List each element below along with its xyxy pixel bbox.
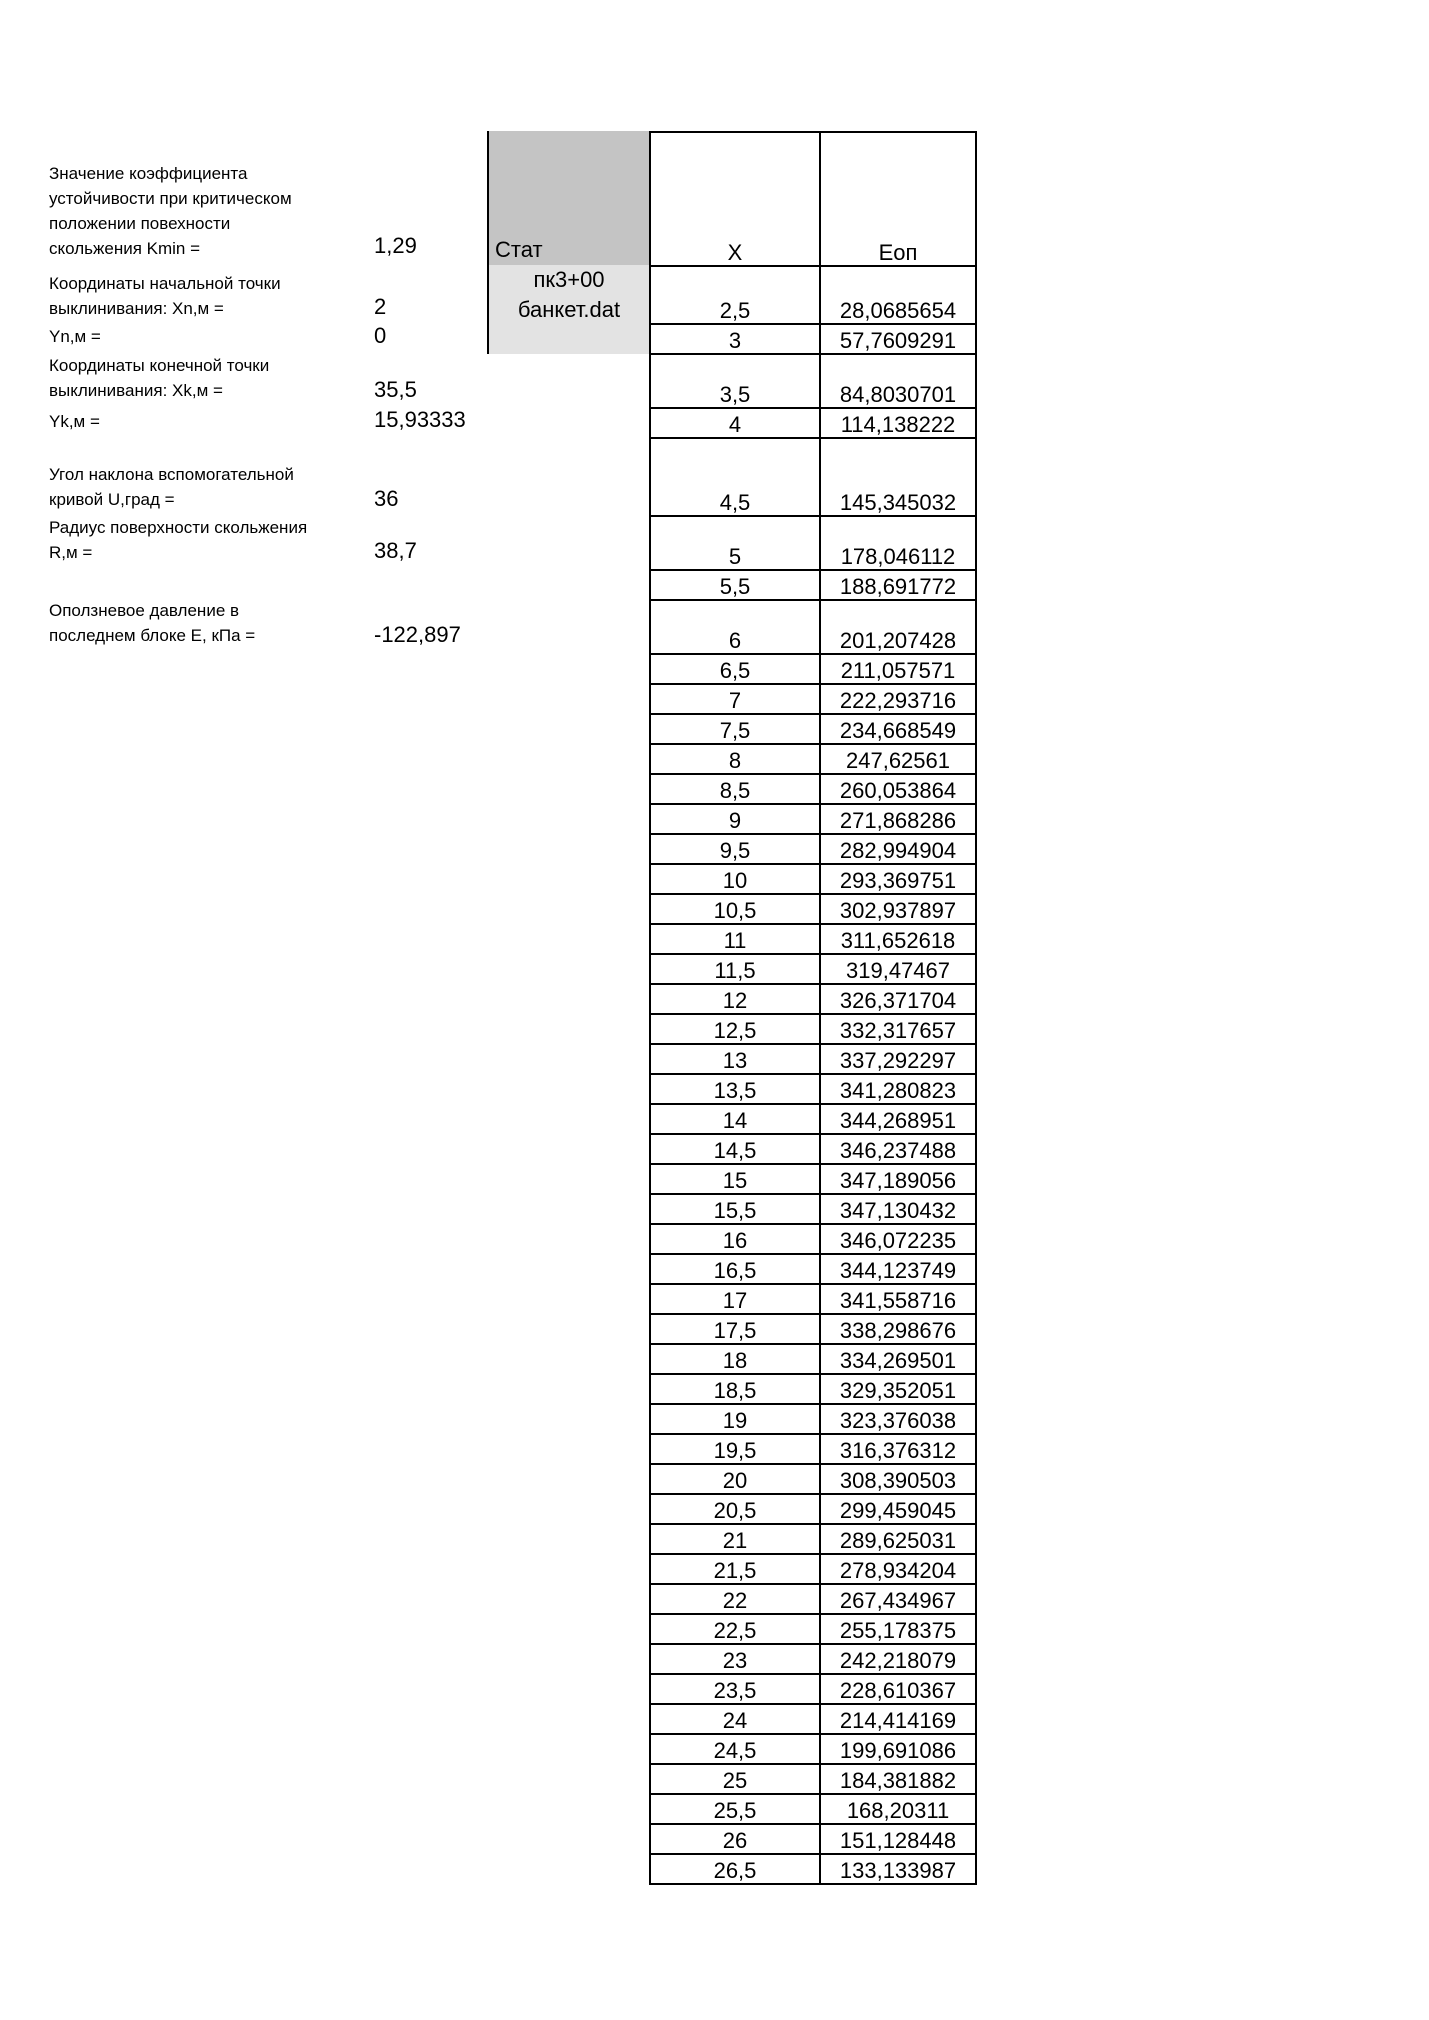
table-row (650, 438, 976, 516)
table-header-row (650, 132, 976, 266)
cell-x: 14,5 (650, 1134, 820, 1164)
cell-x: 22,5 (650, 1614, 820, 1644)
yn-label: Yn,м = (49, 327, 101, 346)
cell-eop: 316,376312 (820, 1434, 976, 1464)
cell-eop: 201,207428 (820, 600, 976, 654)
cell-eop: 344,123749 (820, 1254, 976, 1284)
cell-x: 6,5 (650, 654, 820, 684)
table-row (650, 1104, 976, 1134)
cell-x: 24,5 (650, 1734, 820, 1764)
table-row (650, 354, 976, 408)
cell-eop: 168,20311 (820, 1794, 976, 1824)
cell-x: 11,5 (650, 954, 820, 984)
u-angle-label: Угол наклона вспомогательной кривой U,град = (49, 465, 294, 509)
table-row (650, 1854, 976, 1884)
pressure-value: -122,897 (374, 622, 461, 647)
cell-eop: 302,937897 (820, 894, 976, 924)
cell-eop: 114,138222 (820, 408, 976, 438)
header-eop: Еоп (820, 132, 976, 266)
table-row (650, 1764, 976, 1794)
yn-value: 0 (374, 323, 387, 348)
cell-eop: 341,280823 (820, 1074, 976, 1104)
cell-eop: 188,691772 (820, 570, 976, 600)
cell-x: 15 (650, 1164, 820, 1194)
xn-value: 2 (374, 294, 387, 319)
cell-eop: 344,268951 (820, 1104, 976, 1134)
cell-eop: 151,128448 (820, 1824, 976, 1854)
cell-eop: 214,414169 (820, 1704, 976, 1734)
table-row (650, 1824, 976, 1854)
xk-value: 35,5 (374, 377, 417, 402)
table-row (650, 324, 976, 354)
table-row (650, 1734, 976, 1764)
table-row (650, 1464, 976, 1494)
cell-eop: 260,053864 (820, 774, 976, 804)
cell-eop: 28,0685654 (820, 266, 976, 324)
table-row (650, 1524, 976, 1554)
cell-eop: 234,668549 (820, 714, 976, 744)
xn-label: Координаты начальной точки выклинивания: Xn,м = (49, 274, 281, 318)
cell-x: 9,5 (650, 834, 820, 864)
cell-x: 13 (650, 1044, 820, 1074)
cell-eop: 347,130432 (820, 1194, 976, 1224)
cell-x: 3 (650, 324, 820, 354)
cell-x: 21,5 (650, 1554, 820, 1584)
cell-eop: 311,652618 (820, 924, 976, 954)
stat-filename: пк3+00 банкет.dat (489, 265, 649, 354)
table-row (650, 1014, 976, 1044)
cell-eop: 337,292297 (820, 1044, 976, 1074)
table-row (650, 1134, 976, 1164)
cell-eop: 346,237488 (820, 1134, 976, 1164)
cell-x: 4 (650, 408, 820, 438)
table-row (650, 954, 976, 984)
cell-eop: 228,610367 (820, 1674, 976, 1704)
table-row (650, 1344, 976, 1374)
cell-eop: 178,046112 (820, 516, 976, 570)
table-row (650, 924, 976, 954)
table-row (650, 984, 976, 1014)
radius-value: 38,7 (374, 538, 417, 563)
table-row (650, 408, 976, 438)
stat-header-label: Стат (495, 237, 543, 262)
cell-x: 19 (650, 1404, 820, 1434)
cell-x: 18 (650, 1344, 820, 1374)
table-row (650, 1254, 976, 1284)
cell-eop: 145,345032 (820, 438, 976, 516)
cell-x: 24 (650, 1704, 820, 1734)
cell-x: 16,5 (650, 1254, 820, 1284)
cell-x: 5,5 (650, 570, 820, 600)
cell-eop: 133,133987 (820, 1854, 976, 1884)
yk-value: 15,93333 (374, 407, 466, 432)
kmin-label: Значение коэффициента устойчивости при критическом положении повехности скольжения Kmin = (49, 164, 292, 258)
cell-eop: 199,691086 (820, 1734, 976, 1764)
table-row (650, 834, 976, 864)
cell-eop: 332,317657 (820, 1014, 976, 1044)
cell-x: 10,5 (650, 894, 820, 924)
table-row (650, 894, 976, 924)
table-row (650, 1374, 976, 1404)
cell-eop: 282,994904 (820, 834, 976, 864)
cell-x: 17,5 (650, 1314, 820, 1344)
cell-x: 25,5 (650, 1794, 820, 1824)
table-row (650, 1314, 976, 1344)
cell-x: 11 (650, 924, 820, 954)
cell-x: 16 (650, 1224, 820, 1254)
cell-x: 17 (650, 1284, 820, 1314)
cell-x: 18,5 (650, 1374, 820, 1404)
table-row (650, 266, 976, 324)
cell-x: 12,5 (650, 1014, 820, 1044)
cell-x: 8 (650, 744, 820, 774)
cell-eop: 341,558716 (820, 1284, 976, 1314)
table-row (650, 1794, 976, 1824)
table-row (650, 1044, 976, 1074)
cell-x: 23,5 (650, 1674, 820, 1704)
cell-x: 8,5 (650, 774, 820, 804)
table-row (650, 1164, 976, 1194)
cell-eop: 247,62561 (820, 744, 976, 774)
cell-x: 13,5 (650, 1074, 820, 1104)
cell-eop: 84,8030701 (820, 354, 976, 408)
table-row (650, 1554, 976, 1584)
table-row (650, 1284, 976, 1314)
xk-label: Координаты конечной точки выклинивания: Xk,м = (49, 356, 270, 400)
cell-eop: 271,868286 (820, 804, 976, 834)
stat-block (487, 131, 649, 354)
pressure-label: Оползневое давление в последнем блоке E, кПа = (49, 601, 256, 645)
cell-eop: 293,369751 (820, 864, 976, 894)
cell-eop: 326,371704 (820, 984, 976, 1014)
table-row (650, 1224, 976, 1254)
cell-x: 26,5 (650, 1854, 820, 1884)
cell-x: 9 (650, 804, 820, 834)
table-row (650, 804, 976, 834)
table-row (650, 1404, 976, 1434)
cell-x: 5 (650, 516, 820, 570)
cell-eop: 338,298676 (820, 1314, 976, 1344)
table-row (650, 1584, 976, 1614)
cell-x: 26 (650, 1824, 820, 1854)
cell-x: 7,5 (650, 714, 820, 744)
cell-x: 20,5 (650, 1494, 820, 1524)
cell-x: 20 (650, 1464, 820, 1494)
cell-x: 23 (650, 1644, 820, 1674)
cell-eop: 334,269501 (820, 1344, 976, 1374)
cell-eop: 278,934204 (820, 1554, 976, 1584)
table-row (650, 1194, 976, 1224)
cell-x: 2,5 (650, 266, 820, 324)
cell-eop: 323,376038 (820, 1404, 976, 1434)
cell-eop: 308,390503 (820, 1464, 976, 1494)
cell-x: 6 (650, 600, 820, 654)
table-row (650, 864, 976, 894)
table-row (650, 714, 976, 744)
stat-header (489, 131, 649, 265)
radius-label: Радиус поверхности скольжения R,м = (49, 518, 308, 562)
cell-eop: 211,057571 (820, 654, 976, 684)
cell-x: 19,5 (650, 1434, 820, 1464)
cell-eop: 346,072235 (820, 1224, 976, 1254)
cell-eop: 255,178375 (820, 1614, 976, 1644)
table-row (650, 1494, 976, 1524)
cell-x: 10 (650, 864, 820, 894)
kmin-value: 1,29 (374, 233, 417, 258)
cell-x: 25 (650, 1764, 820, 1794)
table-row (650, 654, 976, 684)
cell-x: 12 (650, 984, 820, 1014)
cell-x: 22 (650, 1584, 820, 1614)
table-row (650, 1704, 976, 1734)
cell-x: 14 (650, 1104, 820, 1134)
cell-eop: 299,459045 (820, 1494, 976, 1524)
yk-label: Yk,м = (49, 412, 100, 431)
table-row (650, 1674, 976, 1704)
cell-x: 4,5 (650, 438, 820, 516)
cell-eop: 267,434967 (820, 1584, 976, 1614)
table-row (650, 744, 976, 774)
u-angle-value: 36 (374, 486, 399, 511)
cell-x: 3,5 (650, 354, 820, 408)
table-row (650, 684, 976, 714)
table-row (650, 1614, 976, 1644)
cell-eop: 289,625031 (820, 1524, 976, 1554)
table-row (650, 1644, 976, 1674)
cell-x: 21 (650, 1524, 820, 1554)
header-x: X (650, 132, 820, 266)
cell-eop: 222,293716 (820, 684, 976, 714)
table-row (650, 570, 976, 600)
table-row (650, 600, 976, 654)
cell-eop: 57,7609291 (820, 324, 976, 354)
cell-eop: 347,189056 (820, 1164, 976, 1194)
table-row (650, 774, 976, 804)
cell-x: 15,5 (650, 1194, 820, 1224)
data-table (649, 131, 977, 1885)
table-row (650, 1074, 976, 1104)
table-row (650, 516, 976, 570)
cell-eop: 329,352051 (820, 1374, 976, 1404)
table-row (650, 1434, 976, 1464)
cell-eop: 184,381882 (820, 1764, 976, 1794)
cell-x: 7 (650, 684, 820, 714)
cell-eop: 319,47467 (820, 954, 976, 984)
cell-eop: 242,218079 (820, 1644, 976, 1674)
